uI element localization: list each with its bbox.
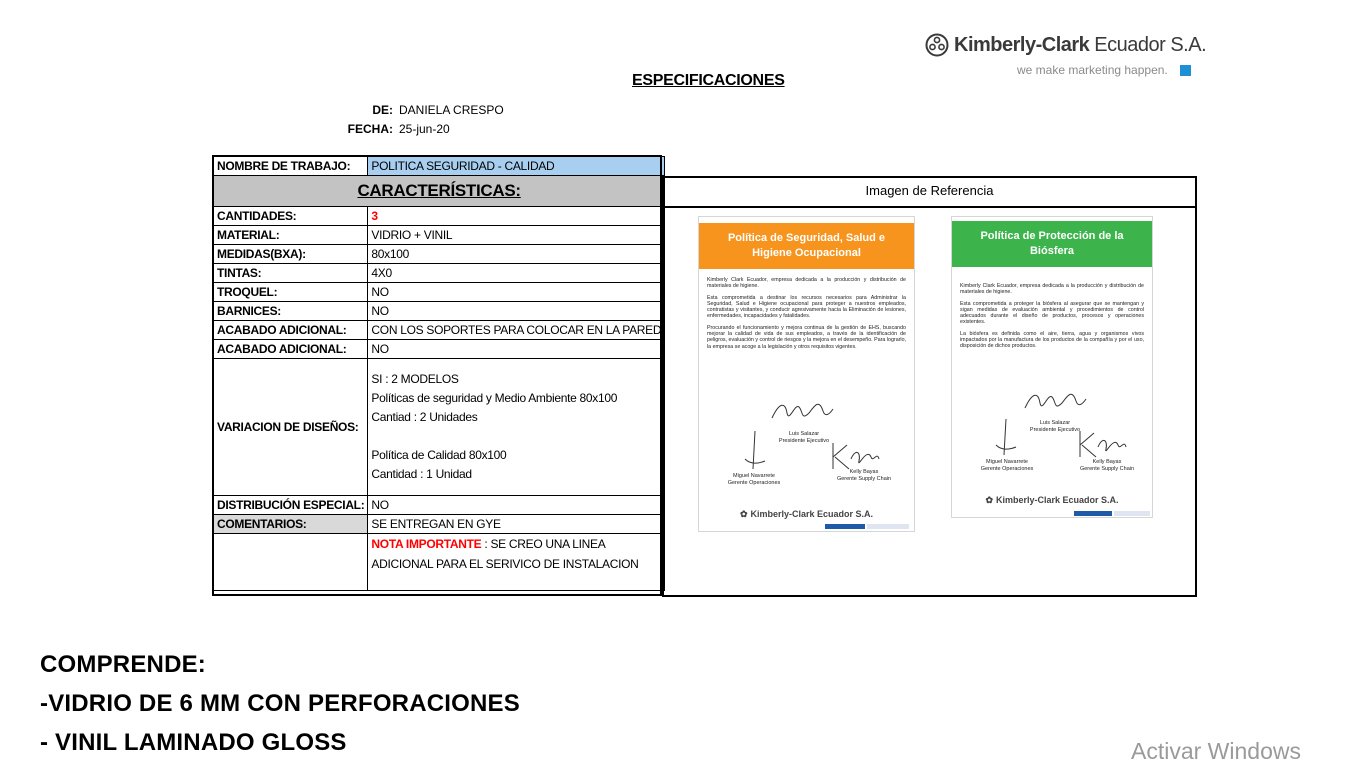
logo-brand: Kimberly-Clark (954, 33, 1090, 56)
poster-paragraph: La biósfera es definida como el aire, tierra, agua y organismos vivos impactados por la manufactura de los productos de la compañía y por el uso, disposición de dichos productos. (960, 330, 1144, 350)
table-row (214, 321, 665, 340)
row-label: CANTIDADES: (214, 207, 368, 226)
row-value: 4X0 (368, 264, 665, 283)
poster-bar-blue (825, 524, 865, 529)
variation-row (214, 359, 665, 496)
poster-paragraph: Kimberly Clark Ecuador, empresa dedicada a la producción y distribución de materiales de higiene. (707, 277, 906, 290)
poster-logo-icon: ✿ (739, 508, 748, 519)
poster-footer (699, 507, 914, 521)
signature-3-name (1070, 459, 1144, 472)
reference-poster-biosphere (951, 216, 1153, 518)
poster-footer-text: Kimberly-Clark Ecuador S.A. (996, 495, 1119, 505)
comprende-line-1: -VIDRIO DE 6 MM CON PERFORACIONES (40, 690, 520, 717)
comments-label: COMENTARIOS: (214, 515, 368, 534)
variation-line: Cantidad : 1 Unidad (371, 467, 472, 481)
reference-header: Imagen de Referencia (662, 176, 1197, 208)
poster-body (699, 277, 914, 350)
signature-1 (1020, 383, 1090, 419)
poster-footer (952, 493, 1152, 507)
row-value: VIDRIO + VINIL (368, 226, 665, 245)
row-label: TINTAS: (214, 264, 368, 283)
sig1-role: Presidente Ejecutivo (778, 437, 830, 444)
kimberly-clark-emblem-icon (925, 33, 949, 57)
variation-label: VARIACION DE DISEÑOS: (214, 359, 368, 496)
fecha-value: 25-jun-20 (399, 122, 450, 136)
row-value: NO (368, 340, 665, 359)
job-row (214, 157, 665, 176)
table-row (214, 226, 665, 245)
row-label: ACABADO ADICIONAL: (214, 340, 368, 359)
row-label: MEDIDAS(BXA): (214, 245, 368, 264)
poster-paragraph: Kimberly Clark Ecuador, empresa dedicada a la producción y distribución de materiales de higiene. (960, 283, 1144, 296)
sig1-name: Luis Salazar (1039, 420, 1071, 426)
poster-paragraph: Esta comprometida a destinar los recursos necesarios para Administrar la Seguridad, Salud e Higiene ocupacional para proteger a nuestros empleados, contratistas y visitantes, y conducir agresivamente hacia la Eliminación de lesiones, enfermedades, incapacidades y fatalidades. (707, 294, 906, 320)
poster-logo-icon: ✿ (985, 494, 993, 505)
note-row (214, 534, 665, 591)
sig3-name: Kelly Bayas (849, 469, 879, 475)
section-header-row (214, 176, 665, 207)
sig3-role: Gerente Supply Chain (836, 475, 892, 482)
signature-3-name (829, 469, 899, 482)
signature-3 (827, 439, 881, 473)
table-row (214, 283, 665, 302)
section-header: CARACTERÍSTICAS: (214, 176, 665, 207)
fecha-label: FECHA: (347, 122, 393, 136)
distribution-value: NO (368, 496, 665, 515)
company-logo (925, 30, 1206, 60)
poster-bar (699, 523, 909, 529)
row-value: NO (368, 283, 665, 302)
logo-tagline (1017, 63, 1191, 77)
job-label: NOMBRE DE TRABAJO: (214, 157, 368, 176)
poster-footer-text: Kimberly-Clark Ecuador S.A. (750, 509, 874, 519)
sig2-name: Miguel Navarrete (986, 459, 1028, 465)
de-value: DANIELA CRESPO (399, 103, 504, 117)
document-title: ESPECIFICACIONES (632, 72, 785, 89)
table-row (214, 340, 665, 359)
comprende-heading: COMPRENDE: (40, 651, 207, 678)
poster-paragraph: Esta comprometida a proteger la biósfera al asegurar que se mantengan y sigan medidas de evaluación ambiental y procedimientos de control adecuados durante el diseño de productos, procesos y operaciones existentes. (960, 300, 1144, 326)
activation-watermark: Activar Windows (1131, 738, 1301, 764)
signature-3 (1074, 427, 1128, 461)
sig2-role: Gerente Operaciones (727, 479, 781, 486)
signature-2-name (719, 473, 789, 486)
note-empty-cell (214, 534, 368, 591)
table-row (214, 264, 665, 283)
sig1-role: Presidente Ejecutivo (1029, 426, 1081, 433)
variation-line: Cantiad : 2 Unidades (371, 410, 478, 424)
variation-line: Política de Calidad 80x100 (371, 448, 507, 462)
note-important: NOTA IMPORTANTE (371, 537, 482, 551)
logo-country: Ecuador S.A. (1094, 33, 1207, 56)
job-value: POLITICA SEGURIDAD - CALIDAD (368, 157, 665, 176)
table-row (214, 302, 665, 321)
row-value: NO (368, 302, 665, 321)
comprende-line-2: - VINIL LAMINADO GLOSS (40, 729, 347, 756)
comments-value: SE ENTREGAN EN GYE (368, 515, 665, 534)
poster-bar-blue (1074, 511, 1112, 516)
reference-poster-safety (698, 216, 915, 532)
poster-title: Política de Protección de la Biósfera (952, 221, 1152, 267)
variation-value (368, 359, 665, 496)
signature-2-name (972, 459, 1042, 472)
note-text: : SE CREO UNA LINEA ADICIONAL PARA EL SERIVICO DE INSTALACION (371, 537, 639, 571)
de-label: DE: (372, 103, 393, 117)
sig2-role: Gerente Operaciones (980, 465, 1034, 472)
row-value: 3 (368, 207, 665, 226)
note-value (368, 534, 665, 591)
sig3-name: Kelly Bayas (1092, 459, 1122, 465)
row-value: CON LOS SOPORTES PARA COLOCAR EN LA PARED (368, 321, 665, 340)
table-row (214, 245, 665, 264)
table-row (214, 207, 665, 226)
comments-row (214, 515, 665, 534)
signature-2 (986, 417, 1026, 461)
sig2-name: Miguel Navarrete (733, 473, 775, 479)
signature-2 (735, 429, 775, 475)
tagline-text: we make marketing happen. (1017, 63, 1168, 77)
sig1-name: Luis Salazar (788, 431, 820, 437)
sig3-role: Gerente Supply Chain (1079, 465, 1135, 472)
poster-bar-light (867, 524, 909, 529)
tagline-square-icon (1180, 65, 1191, 76)
signature-1 (767, 393, 837, 429)
row-label: BARNICES: (214, 302, 368, 321)
spec-table (213, 156, 665, 591)
poster-paragraph: Procurando el funcionamiento y mejora continua de la gestión de EHS, buscando mejorar la calidad de vida de sus empleados, a través de la identificación de peligros, evaluación y control de riesgos y la mejora en el desempeño. Para lograrlo, la empresa se acoge a la legislación y otros requisitos vigentes. (707, 324, 906, 350)
distribution-row (214, 496, 665, 515)
poster-body (952, 283, 1152, 350)
row-value: 80x100 (368, 245, 665, 264)
distribution-label: DISTRIBUCIÓN ESPECIAL: (214, 496, 368, 515)
poster-title: Política de Seguridad, Salud e Higiene Ocupacional (699, 223, 914, 269)
poster-bar-light (1114, 511, 1150, 516)
poster-bar (952, 510, 1150, 516)
variation-line (371, 427, 661, 446)
row-label: ACABADO ADICIONAL: (214, 321, 368, 340)
variation-line: SI : 2 MODELOS (371, 372, 459, 386)
row-label: MATERIAL: (214, 226, 368, 245)
row-label: TROQUEL: (214, 283, 368, 302)
variation-line: Políticas de seguridad y Medio Ambiente 80x100 (371, 391, 618, 405)
